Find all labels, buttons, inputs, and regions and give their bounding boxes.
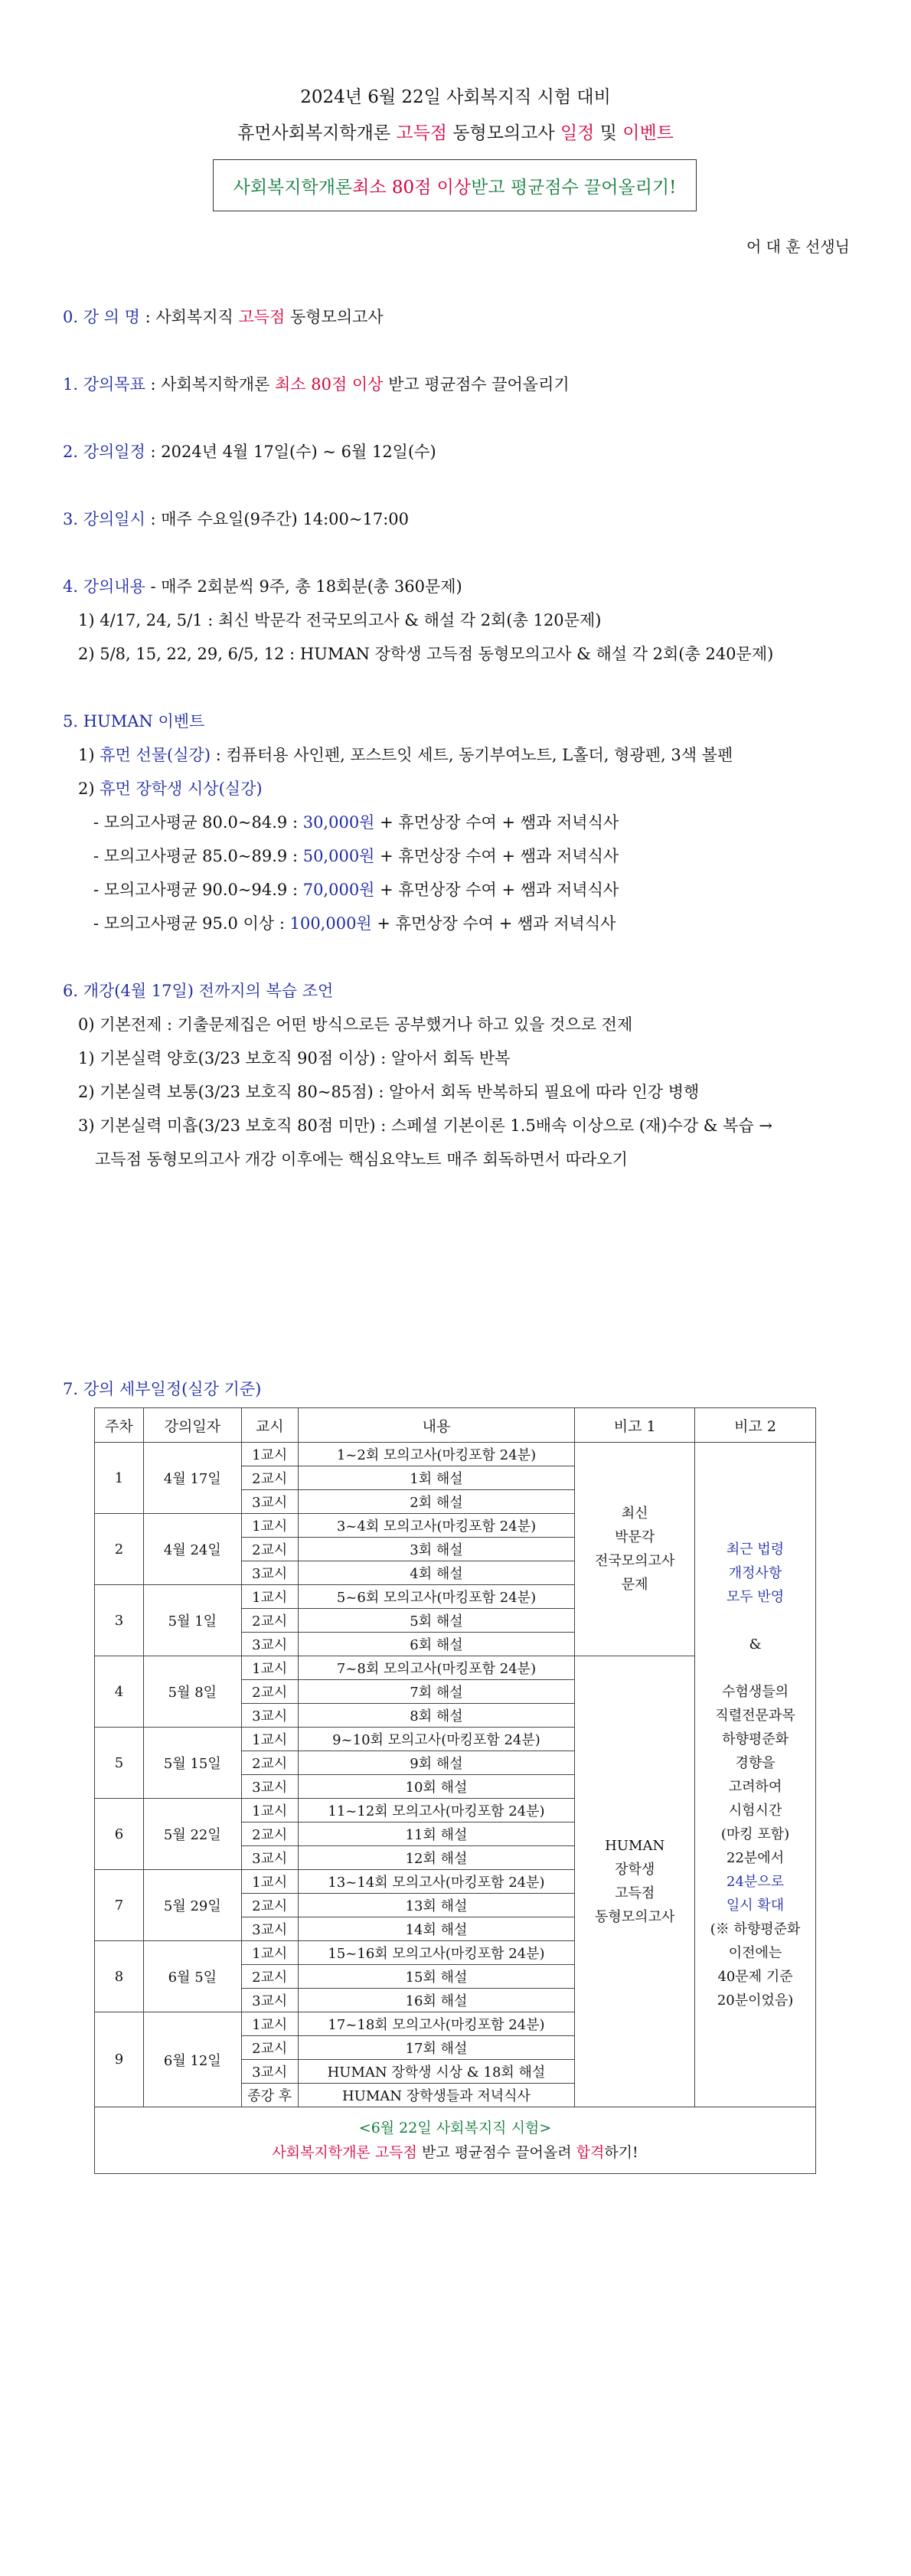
period-cell: 1교시: [241, 1728, 298, 1751]
content-item: 2) 5/8, 15, 22, 29, 6/5, 12 : HUMAN 장학생 고득점 동형모의고사 & 해설 각 2회(총 240문제): [78, 645, 774, 663]
award-rest: + 휴먼상장 수여 + 쌤과 저녁식사: [374, 813, 619, 832]
goal-box-part: 사회복지학개론: [233, 177, 353, 198]
week-cell: 9: [95, 2012, 144, 2107]
item-number: 1): [78, 746, 100, 764]
week-cell: 3: [95, 1585, 144, 1656]
period-cell: 종강 후: [241, 2084, 298, 2107]
note-line-highlight: 일시 확대: [726, 1897, 785, 1914]
schedule-header-row: [95, 1408, 816, 1443]
award-amount: 50,000원: [302, 847, 375, 865]
content-cell: 9회 해설: [298, 1751, 575, 1775]
content-cell: 6회 해설: [298, 1633, 575, 1656]
content-cell: 9~10회 모의고사(마킹포함 24분): [298, 1728, 575, 1751]
goal-box: [213, 159, 697, 211]
period-cell: 2교시: [241, 2036, 298, 2060]
advice-item: 0) 기본전제 : 기출문제집은 어떤 방식으로든 공부했거나 하고 있을 것으로 전제: [78, 1015, 633, 1034]
note-line: HUMAN: [605, 1838, 665, 1854]
section-highlight: 고득점: [238, 308, 286, 326]
note1-human-exam: [575, 1656, 695, 2107]
period-cell: 2교시: [241, 1466, 298, 1490]
date-cell: 4월 24일: [143, 1514, 241, 1585]
period-cell: 3교시: [241, 1989, 298, 2012]
header-date: 강의일자: [143, 1408, 241, 1443]
note-line: 전국모의고사: [595, 1553, 675, 1569]
note-line: 하향평준화: [722, 1731, 789, 1747]
week-cell: 2: [95, 1514, 144, 1585]
award-range: - 모의고사평균 85.0~89.9 :: [93, 847, 303, 865]
date-cell: 5월 1일: [143, 1585, 241, 1656]
section-label: 3. 강의일시: [63, 510, 145, 528]
title-highlight-event: 이벤트: [622, 123, 674, 143]
note-line: (마킹 포함): [720, 1826, 790, 1842]
header-week: 주차: [95, 1408, 144, 1443]
period-cell: 3교시: [241, 1775, 298, 1799]
header-note2: 비고 2: [695, 1408, 816, 1443]
schedule-table: [94, 1407, 816, 2174]
section-text: 동형모의고사: [285, 308, 384, 326]
section-label: 1. 강의목표: [63, 375, 145, 394]
content-cell: 11회 해설: [298, 1822, 575, 1846]
title-line-2: [0, 119, 911, 144]
period-cell: 2교시: [241, 1822, 298, 1846]
footer-slogan: [95, 2140, 815, 2165]
content-cell: 3회 해설: [298, 1538, 575, 1561]
content-cell: 17회 해설: [298, 2036, 575, 2060]
note-line: 고려하여: [728, 1778, 782, 1795]
content-cell: 15~16회 모의고사(마킹포함 24분): [298, 1941, 575, 1965]
period-cell: 2교시: [241, 1680, 298, 1704]
note-line: 동형모의고사: [595, 1909, 675, 1925]
period-cell: 2교시: [241, 1965, 298, 1989]
note-ampersand: &: [749, 1636, 762, 1652]
period-cell: 1교시: [241, 1443, 298, 1466]
event-award: [78, 776, 263, 799]
date-cell: 5월 15일: [143, 1728, 241, 1799]
footer-part: 하기!: [604, 2144, 638, 2161]
week-cell: 6: [95, 1799, 144, 1870]
section-event: 5. HUMAN 이벤트: [63, 712, 205, 731]
content-cell: 16회 해설: [298, 1989, 575, 2012]
note-line: 이전에는: [728, 1944, 782, 1961]
period-cell: 3교시: [241, 1561, 298, 1585]
award-range: - 모의고사평균 90.0~94.9 :: [93, 881, 303, 899]
title-highlight-high-score: 고득점: [396, 123, 448, 143]
title-part: 및: [594, 123, 623, 143]
week-cell: 7: [95, 1870, 144, 1941]
award-row: [93, 911, 615, 934]
period-cell: 2교시: [241, 1538, 298, 1561]
content-cell: 1회 해설: [298, 1466, 575, 1490]
content-item: 1) 4/17, 24, 5/1 : 최신 박문각 전국모의고사 & 해설 각 2회(총 120문제): [78, 611, 602, 629]
date-cell: 6월 12일: [143, 2012, 241, 2107]
period-cell: 1교시: [241, 1585, 298, 1609]
period-cell: 3교시: [241, 1917, 298, 1941]
content-cell: 14회 해설: [298, 1917, 575, 1941]
period-cell: 2교시: [241, 1894, 298, 1917]
footer-exam-date: <6월 22일 사회복지직 시험>: [358, 2120, 552, 2136]
award-range: - 모의고사평균 80.0~84.9 :: [93, 813, 303, 832]
award-amount: 30,000원: [302, 813, 375, 832]
table-row: [95, 1443, 816, 1466]
section-goal: [63, 372, 570, 395]
week-cell: 8: [95, 1941, 144, 2012]
section-course-name: [63, 305, 384, 328]
period-cell: 3교시: [241, 1846, 298, 1870]
award-row: [93, 844, 619, 867]
content-cell: 11~12회 모의고사(마킹포함 24분): [298, 1799, 575, 1822]
note-line: 최신: [621, 1505, 648, 1522]
award-amount: 70,000원: [302, 881, 375, 899]
section-detail-schedule: 7. 강의 세부일정(실강 기준): [63, 1380, 262, 1398]
teacher-name: 어 대 훈 선생님: [746, 237, 850, 256]
date-cell: 5월 22일: [143, 1799, 241, 1870]
award-amount: 100,000원: [289, 914, 372, 933]
gift-text: : 컴퓨터용 사인펜, 포스트잇 세트, 동기부여노트, L홀더, 형광펜, 3색 볼펜: [211, 746, 733, 764]
content-cell: 17~18회 모의고사(마킹포함 24분): [298, 2012, 575, 2036]
title-highlight-schedule: 일정: [560, 123, 595, 143]
content-cell: 13~14회 모의고사(마킹포함 24분): [298, 1870, 575, 1894]
note-line-highlight: 모두 반영: [726, 1588, 785, 1605]
period-cell: 1교시: [241, 1656, 298, 1680]
header-note1: 비고 1: [575, 1408, 695, 1443]
note-line: 박문각: [615, 1529, 655, 1545]
note-line-highlight: 최근 법령: [726, 1541, 785, 1558]
section-content: [63, 574, 462, 597]
award-row: [93, 810, 619, 833]
note-line: 수험생들의: [722, 1683, 789, 1700]
note1-mock-exam: [575, 1443, 695, 1656]
advice-item: 2) 기본실력 보통(3/23 보호직 80~85점) : 알아서 회독 반복하되 필요에 따라 인강 병행: [78, 1083, 700, 1101]
note-line: 직렬전문과목: [715, 1707, 795, 1724]
content-cell: 8회 해설: [298, 1704, 575, 1728]
section-text: : 2024년 4월 17일(수) ~ 6월 12일(수): [145, 443, 436, 461]
note-line: 22분에서: [727, 1849, 785, 1866]
schedule-footer-row: [95, 2107, 816, 2174]
week-cell: 1: [95, 1443, 144, 1514]
week-cell: 4: [95, 1656, 144, 1728]
note2-remarks: [695, 1443, 816, 2107]
date-cell: 5월 8일: [143, 1656, 241, 1728]
period-cell: 1교시: [241, 1941, 298, 1965]
award-range: - 모의고사평균 95.0 이상 :: [93, 914, 290, 933]
gift-label: 휴먼 선물(실강): [100, 746, 211, 764]
content-cell: 15회 해설: [298, 1965, 575, 1989]
section-text: 받고 평균점수 끌어올리기: [383, 375, 570, 394]
section-text: : 사회복지직: [139, 308, 239, 326]
content-cell: 10회 해설: [298, 1775, 575, 1799]
note-line: 시험시간: [728, 1802, 782, 1819]
advice-item: 1) 기본실력 양호(3/23 보호직 90점 이상) : 알아서 회독 반복: [78, 1049, 511, 1067]
content-cell: 5~6회 모의고사(마킹포함 24분): [298, 1585, 575, 1609]
content-cell: 7회 해설: [298, 1680, 575, 1704]
note-line: 고득점: [615, 1885, 655, 1901]
date-cell: 4월 17일: [143, 1443, 241, 1514]
header-period: 교시: [241, 1408, 298, 1443]
section-label: 0. 강 의 명: [63, 308, 140, 326]
section-text: - 매주 2회분씩 9주, 총 18회분(총 360문제): [145, 577, 462, 596]
goal-box-part: 받고 평균점수 끌어올리기!: [471, 177, 677, 198]
date-cell: 6월 5일: [143, 1941, 241, 2012]
content-cell: 5회 해설: [298, 1609, 575, 1633]
footer-part: 사회복지학개론 고득점: [272, 2144, 417, 2161]
section-highlight: 최소 80점 이상: [274, 375, 384, 394]
period-cell: 1교시: [241, 1514, 298, 1538]
content-cell: 4회 해설: [298, 1561, 575, 1585]
content-cell: 7~8회 모의고사(마킹포함 24분): [298, 1656, 575, 1680]
period-cell: 1교시: [241, 1870, 298, 1894]
item-number: 2): [78, 780, 100, 798]
note-line: 경향을: [735, 1754, 775, 1771]
footer-part: 합격: [576, 2144, 605, 2161]
period-cell: 3교시: [241, 1633, 298, 1656]
title-line-1: 2024년 6월 22일 사회복지직 시험 대비: [300, 87, 611, 107]
content-cell: 3~4회 모의고사(마킹포함 24분): [298, 1514, 575, 1538]
period-cell: 3교시: [241, 1704, 298, 1728]
date-cell: 5월 29일: [143, 1870, 241, 1941]
event-gift: [78, 743, 733, 766]
note-line: 40문제 기준: [717, 1968, 793, 1985]
award-row: [93, 878, 619, 901]
period-cell: 3교시: [241, 2060, 298, 2084]
title-part: 동형모의고사: [447, 123, 560, 143]
advice-item: 3) 기본실력 미흡(3/23 보호직 80점 미만) : 스페셜 기본이론 1.5배속 이상으로 (재)수강 & 복습 →: [78, 1116, 772, 1135]
award-rest: + 휴먼상장 수여 + 쌤과 저녁식사: [374, 881, 619, 899]
goal-box-highlight: 최소 80점 이상: [352, 177, 472, 198]
period-cell: 3교시: [241, 1490, 298, 1514]
section-label: 4. 강의내용: [63, 577, 145, 596]
content-cell: 1~2회 모의고사(마킹포함 24분): [298, 1443, 575, 1466]
section-schedule-range: [63, 440, 436, 463]
note-line-highlight: 24분으로: [727, 1873, 785, 1890]
content-cell: 12회 해설: [298, 1846, 575, 1870]
content-cell: HUMAN 장학생들과 저녁식사: [298, 2084, 575, 2107]
period-cell: 2교시: [241, 1751, 298, 1775]
title-part: 휴먼사회복지학개론: [237, 123, 397, 143]
section-text: : 매주 수요일(9주간) 14:00~17:00: [145, 510, 410, 528]
award-label: 휴먼 장학생 시상(실강): [100, 780, 263, 798]
advice-item-continued: 고득점 동형모의고사 개강 이후에는 핵심요약노트 매주 회독하면서 따라오기: [95, 1150, 628, 1169]
section-advice: 6. 개강(4월 17일) 전까지의 복습 조언: [63, 982, 334, 1000]
note-line: 문제: [621, 1577, 648, 1593]
note-line: 장학생: [615, 1862, 655, 1878]
note-line: 20분이었음): [717, 1992, 794, 2009]
note-line: (※ 하향평준화: [710, 1921, 801, 1937]
week-cell: 5: [95, 1728, 144, 1799]
section-time: [63, 507, 409, 530]
award-rest: + 휴먼상장 수여 + 쌤과 저녁식사: [374, 847, 619, 865]
content-cell: HUMAN 장학생 시상 & 18회 해설: [298, 2060, 575, 2084]
content-cell: 2회 해설: [298, 1490, 575, 1514]
section-text: : 사회복지학개론: [145, 375, 275, 394]
footer-part: 받고 평균점수 끌어올려: [416, 2144, 576, 2161]
period-cell: 2교시: [241, 1609, 298, 1633]
content-cell: 13회 해설: [298, 1894, 575, 1917]
award-rest: + 휴먼상장 수여 + 쌤과 저녁식사: [371, 914, 616, 933]
header-content: 내용: [298, 1408, 575, 1443]
period-cell: 1교시: [241, 1799, 298, 1822]
note-line-highlight: 개정사항: [728, 1564, 782, 1581]
period-cell: 1교시: [241, 2012, 298, 2036]
section-label: 2. 강의일정: [63, 443, 145, 461]
footer-message: [95, 2107, 816, 2174]
